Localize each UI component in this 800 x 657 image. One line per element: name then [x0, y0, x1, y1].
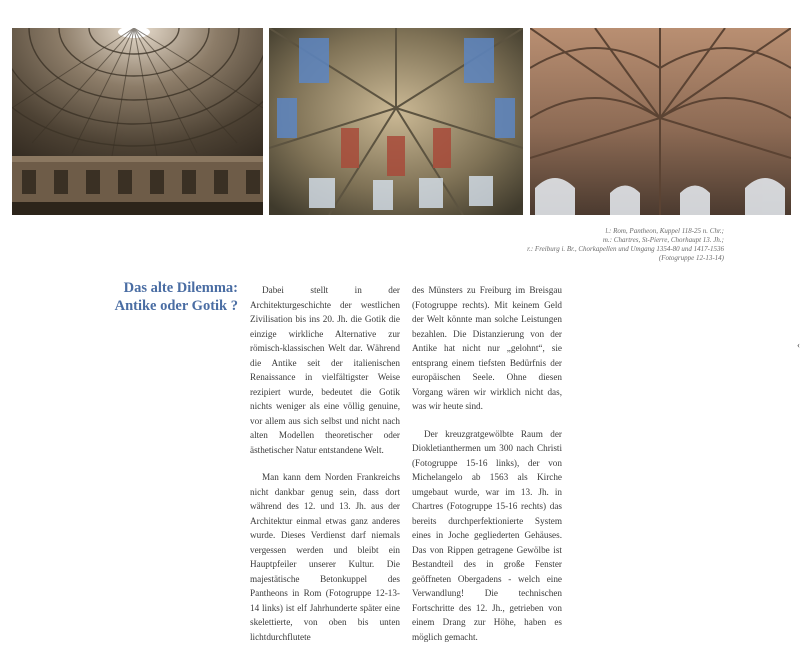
text-column-1 — [250, 283, 400, 657]
caption-line-1: l.: Rom, Pantheon, Kuppel 118-25 n. Chr.; — [605, 227, 724, 235]
photo-caption — [527, 227, 724, 263]
text-column-2 — [412, 283, 562, 657]
chartres-vault-photo — [269, 28, 523, 215]
paragraph: Der kreuzgratgewölbte Raum der Diokletianthermen um 300 nach Christi (Fotogruppe 15-16 links), der von Michelangelo ab 1563 als Kirche umgebaut wurde, war im 13. Jh. in Chartres (Fotogruppe 15-16 rechts) das bereits durchperfektionierte System eines in Joche gegliederten Gehäuses. Das von Rippen getragene Gewölbe ist Bestandteil des in große Fenster geöffneten Obergadens - welch eine Verwandlung! Die technischen Fortschritte des 12. Jh., getrieben von einem Drang zur Höhe, haben es möglich gemacht. — [412, 428, 562, 642]
pantheon-dome-photo — [12, 28, 263, 215]
caption-line-3: r.: Freiburg i. Br., Chorkapellen und Umgang 1354-80 und 1417-1536 — [527, 245, 724, 253]
section-heading — [90, 279, 238, 315]
edge-mark: ‹ — [797, 340, 800, 350]
paragraph: des Münsters zu Freiburg im Breisgau (Fotogruppe rechts). Mit keinem Geld der Welt könnte man solche Leistungen bezahlen. Die Distanzierung von der Antike hat nicht nur „gelohnt“, sie entsprang einem tiefsten Bedürfnis der europäischen Seele. Ohne diesen Vorgang wären wir wirklich nicht das, was wir heute sind. — [412, 285, 562, 411]
heading-line-2: Antike oder Gotik ? — [114, 298, 238, 314]
caption-line-4: (Fotogruppe 12-13-14) — [658, 254, 724, 262]
caption-line-2: m.: Chartres, St-Pierre, Chorhaupt 13. Jh.; — [602, 236, 724, 244]
paragraph: Dabei stellt in der Architekturgeschichte der westlichen Zivilisation bis ins 20. Jh. die Gotik die einzige wirkliche Alternative zur römisch-klassischen Welt dar. Während die Antike seit der italienischen Renaissance in vielfältigster Weise rezipiert wurde, bedeutet die Gotik nichts weniger als eine völlig genuine, vor allem aus sich selbst und nicht nach alten Modellen theoretischer oder ästhetischer Natur entstandene Welt. — [250, 285, 400, 455]
freiburg-vault-photo — [530, 28, 791, 215]
heading-line-1: Das alte Dilemma: — [123, 280, 238, 296]
paragraph: Man kann dem Norden Frankreichs nicht dankbar genug sein, dass dort während des 12. und 13. Jh. aus der Architektur einmal etwas ganz anderes wurde. Dieses Verdienst darf niemals vergessen werden und bleibt ein Hauptpfeiler unserer Kultur. Die majestätische Betonkuppel des Pantheons in Rom (Fotogruppe 12-13-14 links) ist elf Jahrhunderte später eine skelettierte, von oben bis unten lichtdurchflutete — [250, 472, 400, 642]
